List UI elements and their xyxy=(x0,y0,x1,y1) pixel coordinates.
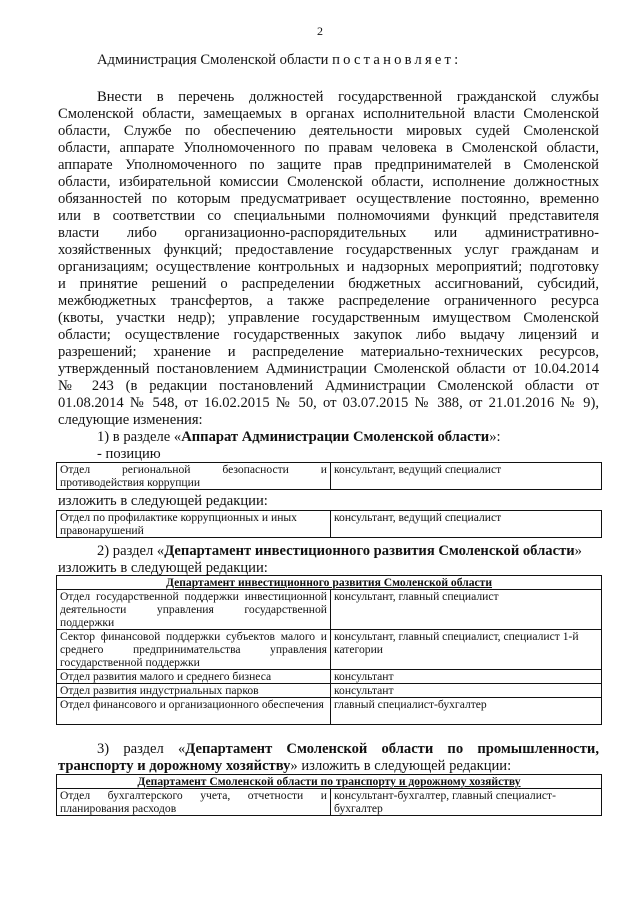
table-row xyxy=(57,630,602,670)
table-header: Департамент инвестиционного развития Смоленской области xyxy=(57,576,602,590)
intro-subject: Администрация Смоленской области xyxy=(97,52,329,68)
table-cell-unit: Отдел развития индустриальных парков xyxy=(57,684,331,698)
table-cell-position: консультант-бухгалтер, главный специалист-бухгалтер xyxy=(331,789,602,816)
paragraph-line: Внести в перечень должностей государственной гражданской службы xyxy=(97,89,599,105)
paragraph-line: области, избирательной комиссии Смоленской области, исполнение должностных xyxy=(58,174,599,190)
table-header-row xyxy=(57,775,602,789)
item2-replace-text: изложить в следующей редакции: xyxy=(58,560,268,576)
table-row xyxy=(57,698,602,725)
paragraph-line: межбюджетных трансфертов, а также распределение ограниченного ресурса xyxy=(58,293,599,309)
paragraph-line: хозяйственных функций; предоставление государственных услуг гражданам и xyxy=(58,242,599,258)
item3-section-name-1: Департамент Смоленской области по промышленности, xyxy=(185,741,599,757)
item1-section-name: Аппарат Администрации Смоленской области xyxy=(181,429,490,445)
paragraph-line: или в соответствии со специальными полномочиями функций представителя xyxy=(58,208,599,224)
item1-new-table xyxy=(56,510,602,538)
table-cell-position: главный специалист-бухгалтер xyxy=(331,698,602,725)
item3-table xyxy=(56,774,602,816)
paragraph-line: 01.08.2014 № 548, от 16.02.2015 № 50, от 03.07.2015 № 388, от 21.01.2016 № 9), xyxy=(58,395,599,411)
item3-heading: 3) раздел «Департамент Смоленской области по промышленности, xyxy=(97,741,599,757)
paragraph-line: области, Службе по обеспечению деятельности мировых судей Смоленской xyxy=(58,123,599,139)
item2-heading: 2) раздел «Департамент инвестиционного развития Смоленской области» xyxy=(97,543,582,559)
table-row xyxy=(57,463,602,490)
table-row xyxy=(57,511,602,538)
item1-heading: 1) в разделе «Аппарат Администрации Смоленской области»: xyxy=(97,429,501,445)
table-cell-position: консультант, ведущий специалист xyxy=(331,511,602,538)
paragraph-line: области; осуществление государственных закупок либо выдачу лицензий и xyxy=(58,327,599,343)
paragraph-line: (квоты, участки недр); управление государственным имуществом Смоленской xyxy=(58,310,599,326)
table-header: Департамент Смоленской области по транспорту и дорожному хозяйству xyxy=(57,775,602,789)
item3-heading-cont: транспорту и дорожному хозяйству» изложить в следующей редакции: xyxy=(58,758,512,774)
item3-section-name-2: транспорту и дорожному хозяйству xyxy=(58,758,291,774)
table-row xyxy=(57,684,602,698)
item1-replace-text: изложить в следующей редакции: xyxy=(58,493,268,509)
table-cell-unit: Отдел бухгалтерского учета, отчетности и планирования расходов xyxy=(57,789,331,816)
paragraph-line: обязанностей по которым предусматривает осуществление постоянно, временно xyxy=(58,191,599,207)
intro-verb: постановляет: xyxy=(332,52,462,68)
table-cell-position: консультант, ведущий специалист xyxy=(331,463,602,490)
paragraph-line: Смоленской области, замещаемых в органах исполнительной власти Смоленской xyxy=(58,106,599,122)
paragraph-last-line: следующие изменения: xyxy=(58,412,203,428)
intro-line xyxy=(97,52,461,69)
paragraph-line: власти либо организационно-распорядительных или административно- xyxy=(58,225,599,241)
page-number: 2 xyxy=(317,24,323,38)
item2-section-name: Департамент инвестиционного развития Смоленской области xyxy=(164,543,575,559)
table-header-row xyxy=(57,576,602,590)
paragraph-line: утвержденный постановлением Администрации Смоленской области от 10.04.2014 xyxy=(58,361,599,377)
table-cell-unit: Сектор финансовой поддержки субъектов малого и среднего предпринимательства управления государственной поддержки xyxy=(57,630,331,670)
paragraph-line: № 243 (в редакции постановлений Администрации Смоленской области от xyxy=(58,378,599,394)
paragraph-line: аппарате Уполномоченного по защите прав предпринимателей в Смоленской xyxy=(58,157,599,173)
item2-table xyxy=(56,575,602,725)
table-row xyxy=(57,670,602,684)
table-cell-unit: Отдел финансового и организационного обеспечения xyxy=(57,698,331,725)
paragraph-line: разрешений; хранение и распределение материально-технических ресурсов, xyxy=(58,344,599,360)
paragraph-line: организациям; осуществление контрольных и надзорных мероприятий; подготовку xyxy=(58,259,599,275)
table-row xyxy=(57,590,602,630)
table-cell-unit: Отдел региональной безопасности и противодействия коррупции xyxy=(57,463,331,490)
table-row xyxy=(57,789,602,816)
table-cell-unit: Отдел по профилактике коррупционных и иных правонарушений xyxy=(57,511,331,538)
paragraph-line: области, аппарате Уполномоченного по правам человека в Смоленской области, xyxy=(58,140,599,156)
table-cell-position: консультант xyxy=(331,684,602,698)
table-cell-unit: Отдел развития малого и среднего бизнеса xyxy=(57,670,331,684)
item1-old-table xyxy=(56,462,602,490)
table-cell-unit: Отдел государственной поддержки инвестиционной деятельности управления государственной поддержки xyxy=(57,590,331,630)
paragraph-line: и принятие решений о распределении бюджетных ассигнований, субсидий, xyxy=(58,276,599,292)
table-cell-position: консультант, главный специалист, специалист 1-й категории xyxy=(331,630,602,670)
item1-position-label: - позицию xyxy=(97,446,161,462)
table-cell-position: консультант, главный специалист xyxy=(331,590,602,630)
table-cell-position: консультант xyxy=(331,670,602,684)
